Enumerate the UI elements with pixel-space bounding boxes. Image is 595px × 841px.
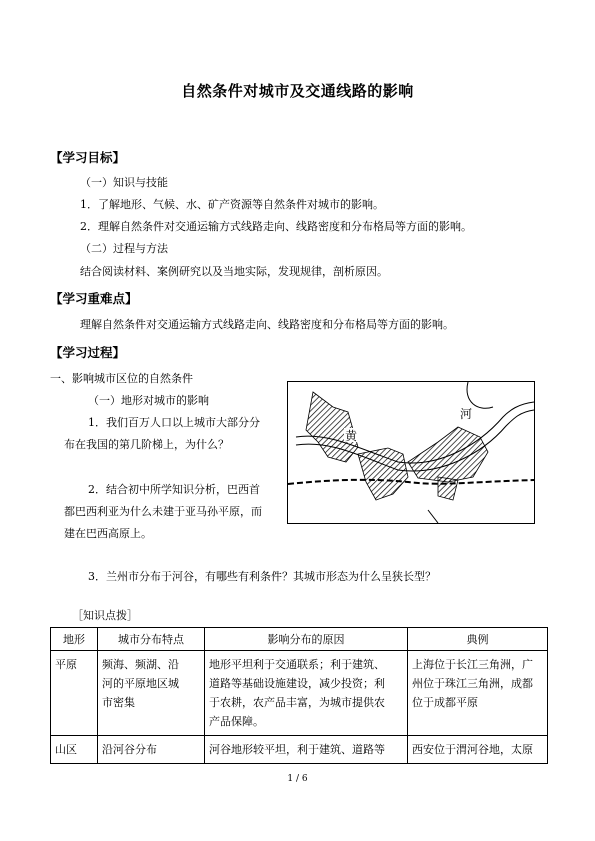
reason-line: 道路等基础设施建设，减少投资；利 bbox=[209, 677, 385, 690]
question-1-line-2: 布在我国的第几阶梯上，为什么？ bbox=[64, 438, 229, 451]
key-points-text: 理解自然条件对交通运输方式线路走向、线路密度和分布格局等方面的影响。 bbox=[80, 318, 454, 331]
feature-line: 市密集 bbox=[102, 696, 135, 709]
example-line: 西安位于渭河谷地，太原 bbox=[412, 743, 533, 756]
question-2-line-2: 都巴西利亚为什么未建于亚马孙平原，而 bbox=[64, 505, 262, 518]
process-section-1: 一、影响城市区位的自然条件 bbox=[50, 372, 193, 385]
cell-terrain bbox=[51, 736, 98, 764]
feature-line: 沿河谷分布 bbox=[102, 743, 157, 756]
header-example: 典例 bbox=[408, 628, 548, 651]
header-reason: 影响分布的原因 bbox=[205, 628, 408, 651]
terrain-text: 山区 bbox=[55, 743, 77, 756]
table-header-row bbox=[51, 628, 548, 651]
urban-area-central-south bbox=[358, 448, 408, 500]
cell-example bbox=[408, 736, 548, 764]
question-1-line-1: 1．我们百万人口以上城市大部分分 bbox=[88, 416, 260, 429]
railway-line bbox=[288, 480, 534, 484]
cell-reason bbox=[205, 651, 408, 736]
objective-item-2: 2．理解自然条件对交通运输方式线路走向、线路密度和分布格局等方面的影响。 bbox=[80, 220, 472, 233]
objectives-subheading-1: （一）知识与技能 bbox=[80, 176, 168, 189]
urban-area-southeast bbox=[438, 477, 458, 500]
process-heading: 【学习过程】 bbox=[50, 345, 126, 360]
lanzhou-map bbox=[287, 381, 535, 524]
example-line: 上海位于长江三角洲，广 bbox=[412, 658, 533, 671]
header-feature: 城市分布特点 bbox=[98, 628, 205, 651]
key-points-heading: 【学习重难点】 bbox=[50, 291, 138, 306]
reason-line: 河谷地形较平坦，利于建筑、道路等 bbox=[209, 743, 385, 756]
feature-line: 河的平原地区城 bbox=[102, 677, 179, 690]
page-number: 1 / 6 bbox=[287, 774, 308, 784]
table-row bbox=[51, 651, 548, 736]
objective-item-1: 1．了解地形、气候、水、矿产资源等自然条件对城市的影响。 bbox=[80, 198, 384, 211]
example-line: 州位于珠江三角洲，成都 bbox=[412, 677, 533, 690]
cell-example bbox=[408, 651, 548, 736]
map-label-huang: 黄 bbox=[345, 429, 358, 443]
question-3: 3．兰州市分布于河谷，有哪些有利条件？其城市形态为什么呈狭长型？ bbox=[88, 570, 436, 583]
map-label-he: 河 bbox=[460, 407, 473, 421]
header-terrain: 地形 bbox=[51, 628, 98, 651]
question-2-line-3: 建在巴西高原上。 bbox=[64, 527, 152, 540]
urban-area-east bbox=[408, 427, 488, 482]
table-row bbox=[51, 736, 548, 764]
reason-line: 地形平坦利于交通联系；利于建筑、 bbox=[209, 658, 385, 671]
cell-feature bbox=[98, 651, 205, 736]
page-title: 自然条件对城市及交通线路的影响 bbox=[181, 82, 414, 100]
road-line bbox=[428, 510, 438, 523]
objectives-heading: 【学习目标】 bbox=[50, 150, 126, 165]
feature-line: 频海、频湖、沿 bbox=[102, 658, 179, 671]
cell-feature bbox=[98, 736, 205, 764]
reason-line: 于农耕，农产品丰富，为城市提供农 bbox=[209, 696, 385, 709]
objective-method: 结合阅读材料、案例研究以及当地实际，发现规律，剖析原因。 bbox=[80, 265, 388, 278]
example-line: 位于成都平原 bbox=[412, 696, 478, 709]
objectives-subheading-2: （二）过程与方法 bbox=[80, 242, 168, 255]
process-subheading-1: （一）地形对城市的影响 bbox=[88, 394, 209, 407]
knowledge-label: ［知识点拨］ bbox=[72, 609, 138, 622]
cell-reason bbox=[205, 736, 408, 764]
knowledge-table bbox=[50, 627, 548, 764]
urban-area-west bbox=[306, 392, 358, 462]
tributary-line bbox=[467, 382, 493, 408]
reason-line: 产品保障。 bbox=[209, 715, 264, 728]
terrain-text: 平原 bbox=[55, 658, 77, 671]
question-2-line-1: 2．结合初中所学知识分析，巴西首 bbox=[88, 483, 260, 496]
cell-terrain bbox=[51, 651, 98, 736]
map-figure bbox=[288, 382, 534, 523]
